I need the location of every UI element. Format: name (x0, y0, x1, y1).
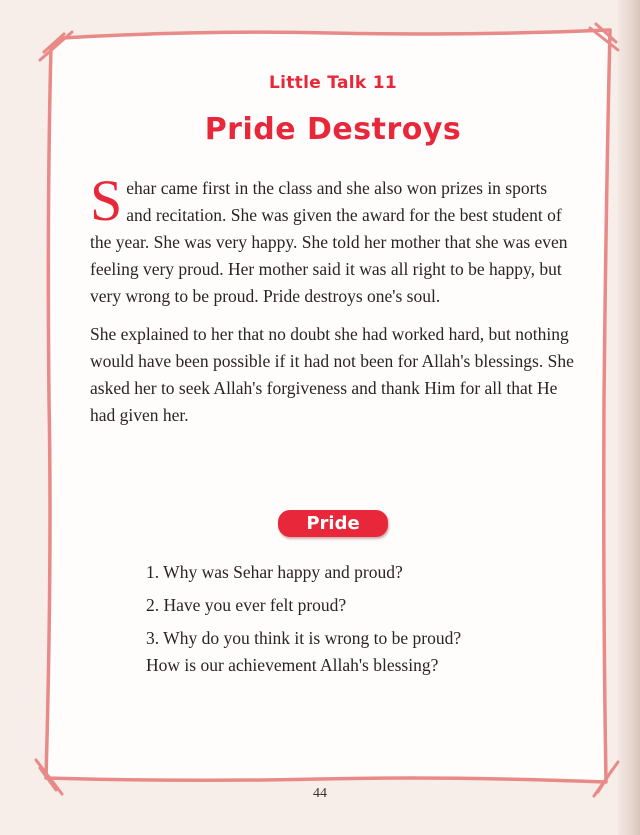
page-title: Pride Destroys (204, 112, 462, 147)
story-paragraph-2: She explained to her that no doubt she had worked hard, but nothing would have been possible if it had not been for Allah's blessings. She asked her to seek Allah's forgiveness and thank Him for all that He had given her. (90, 324, 574, 425)
question-list (146, 559, 576, 679)
story-paragraph-1-text: ehar came first in the class and she also won prizes in sports and recitation. She was given the award for the best student of the year. She was very happy. She told her mother that she was even feeling very proud. Her mother said it was all right to be happy, but very wrong to be proud. Pride destroys one's soul. (90, 178, 568, 306)
question-item (146, 625, 576, 679)
page-number: 44 (313, 786, 327, 801)
section-badge: Pride (278, 510, 387, 537)
section-badge-wrap (90, 510, 576, 537)
page-content (90, 64, 576, 679)
question-text: 3. Why do you think it is wrong to be proud? (146, 628, 462, 648)
story-paragraph-1 (90, 168, 576, 310)
question-text-continued: How is our achievement Allah's blessing? (146, 655, 439, 675)
chapter-subtitle: Little Talk 11 (269, 73, 397, 93)
question-item: 1. Why was Sehar happy and proud? (146, 562, 403, 582)
drop-cap: S (90, 168, 123, 233)
question-item: 2. Have you ever felt proud? (146, 595, 347, 615)
